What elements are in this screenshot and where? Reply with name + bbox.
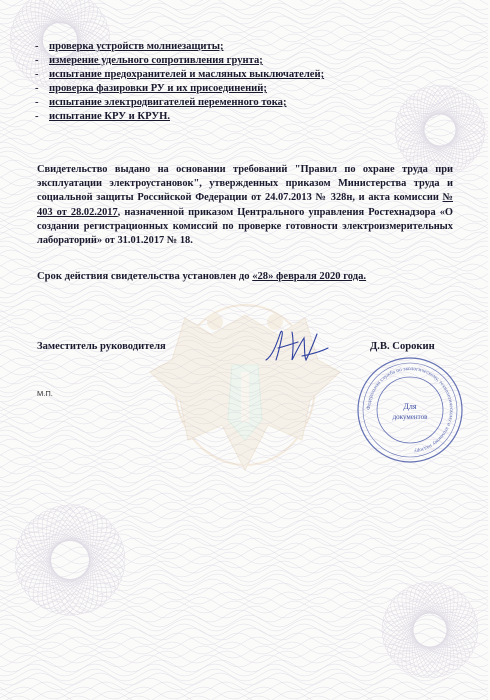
stamp-center-line-1: Для [403,402,417,411]
validity-line [37,270,457,284]
works-list [35,40,324,124]
list-item: - испытание КРУ и КРУН. [35,111,170,122]
validity-date: «28» февраля 2020 года. [252,271,367,282]
stamp-center-line-2: документов [392,413,428,421]
validity-prefix: Срок действия свидетельства установлен до [37,271,253,282]
list-item: - испытание предохранителей и масляных выключателей; [35,69,325,80]
basis-paragraph [37,163,453,248]
paragraph-text-2: , назначенной приказом Центрального управления Ростехнадзора «О создании регистрационных комиссий по проверке готовности электроизмерительных лабораторий» от 31.01.2017 № 18. [37,206,453,247]
list-item: - испытание электродвигателей переменного тока; [35,97,287,108]
list-item: - измерение удельного сопротивления грунта; [35,55,263,66]
signatory-role: Заместитель руководителя [37,341,166,352]
signatory-name: Д.В. Сорокин [370,341,435,352]
seal-place-label: М.П. [37,389,53,398]
round-seal-stamp [355,355,465,465]
list-item: - проверка устройств молниезащиты; [35,41,224,52]
handwritten-signature [262,326,332,366]
act-number: № 403 от 28.02.2017 [37,192,453,218]
list-item: - проверка фазировки РУ и их присоединений; [35,83,267,94]
svg-text:Федеральная служба по экологич: Федеральная служба по экологическому, технологическому и атомному надзору [365,365,455,454]
paragraph-text-1: Свидетельство выдано на основании требований "Правил по охране труда при эксплуатации электроустановок", утвержденных приказом Министерства труда и социальной защиты Российской Федерации от 24.07.2013 № 328н, и акта комиссии [37,164,453,204]
